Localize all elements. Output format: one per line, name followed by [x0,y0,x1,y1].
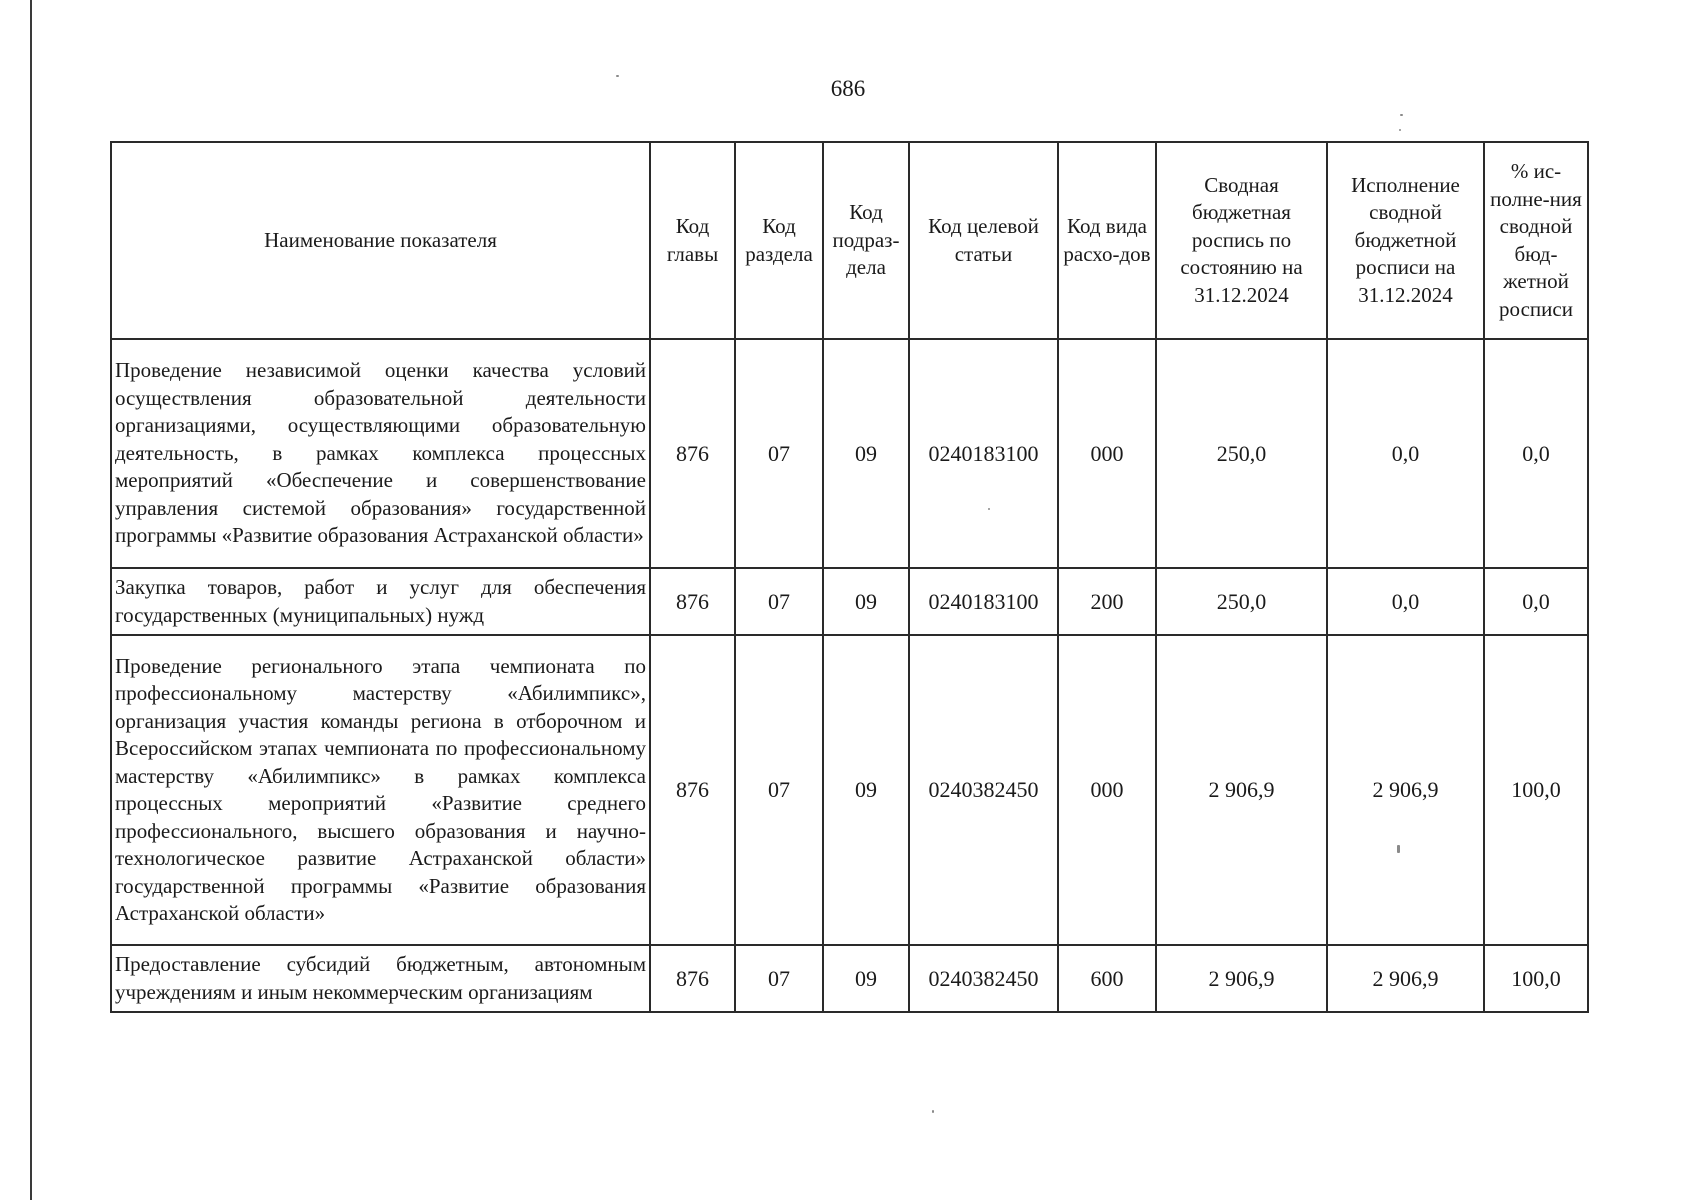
scan-speck [1397,845,1400,853]
scan-speck [616,75,619,77]
header-budget-execution: Исполнение сводной бюджетной росписи на 31.12.2024 [1327,142,1484,339]
header-chapter-code: Код главы [650,142,735,339]
row-expense-type-code: 600 [1058,945,1156,1012]
header-subsection-code: Код подраз-дела [823,142,909,339]
row-expense-type-code: 000 [1058,635,1156,945]
row-execution-percent: 0,0 [1484,568,1588,635]
page-binding-line [30,0,32,1200]
row-chapter-code: 876 [650,945,735,1012]
row-section-code: 07 [735,635,823,945]
header-section-code: Код раздела [735,142,823,339]
row-target-article-code: 0240183100 [909,339,1058,568]
header-budget-list: Сводная бюджетная роспись по состоянию на 31.12.2024 [1156,142,1327,339]
page-number: 686 [830,76,866,101]
header-execution-percent: % ис-полне-ния сводной бюд-жетной росписи [1484,142,1588,339]
row-target-article-code: 0240382450 [909,945,1058,1012]
header-indicator-name: Наименование показателя [111,142,650,339]
row-budget-list-value: 2 906,9 [1156,635,1327,945]
scan-speck [1399,129,1401,131]
row-execution-percent: 100,0 [1484,945,1588,1012]
row-execution-value: 2 906,9 [1327,945,1484,1012]
row-expense-type-code: 200 [1058,568,1156,635]
row-execution-value: 0,0 [1327,568,1484,635]
scan-speck [1400,114,1403,116]
row-section-code: 07 [735,568,823,635]
budget-execution-table [110,141,1589,1013]
row-execution-percent: 100,0 [1484,635,1588,945]
row-section-code: 07 [735,339,823,568]
row-chapter-code: 876 [650,635,735,945]
table-header-row [111,142,1588,339]
table-row [111,568,1588,635]
row-budget-list-value: 2 906,9 [1156,945,1327,1012]
row-execution-value: 0,0 [1327,339,1484,568]
header-expense-type-code: Код вида расхо-дов [1058,142,1156,339]
row-target-article-code: 0240183100 [909,568,1058,635]
row-indicator-name: Закупка товаров, работ и услуг для обеспечения государственных (муниципальных) нужд [111,568,650,635]
row-indicator-name: Проведение регионального этапа чемпионата по профессиональному мастерству «Абилимпикс», организация участия команды региона в отборочном и Всероссийском этапах чемпионата по профессиональному мастерству «Абилимпикс» в рамках комплекса процессных мероприятий «Развитие среднего профессионального, высшего образования и научно-технологическое развитие Астраханской области» государственной программы «Развитие образования Астраханской области» [111,635,650,945]
row-subsection-code: 09 [823,945,909,1012]
row-subsection-code: 09 [823,635,909,945]
table-row [111,339,1588,568]
row-execution-percent: 0,0 [1484,339,1588,568]
table-row [111,635,1588,945]
row-subsection-code: 09 [823,339,909,568]
row-indicator-name: Проведение независимой оценки качества условий осуществления образовательной деятельности организациями, осуществляющими образовательную деятельность, в рамках комплекса процессных мероприятий «Обеспечение и совершенствование управления системой образования» государственной программы «Развитие образования Астраханской области» [111,339,650,568]
row-execution-value: 2 906,9 [1327,635,1484,945]
row-section-code: 07 [735,945,823,1012]
row-chapter-code: 876 [650,339,735,568]
row-chapter-code: 876 [650,568,735,635]
row-subsection-code: 09 [823,568,909,635]
scan-speck [932,1110,934,1113]
row-indicator-name: Предоставление субсидий бюджетным, автономным учреждениям и иным некоммерческим организациям [111,945,650,1012]
row-expense-type-code: 000 [1058,339,1156,568]
table-row [111,945,1588,1012]
row-target-article-code: 0240382450 [909,635,1058,945]
row-budget-list-value: 250,0 [1156,568,1327,635]
scan-speck [988,508,990,510]
row-budget-list-value: 250,0 [1156,339,1327,568]
header-target-article-code: Код целевой статьи [909,142,1058,339]
